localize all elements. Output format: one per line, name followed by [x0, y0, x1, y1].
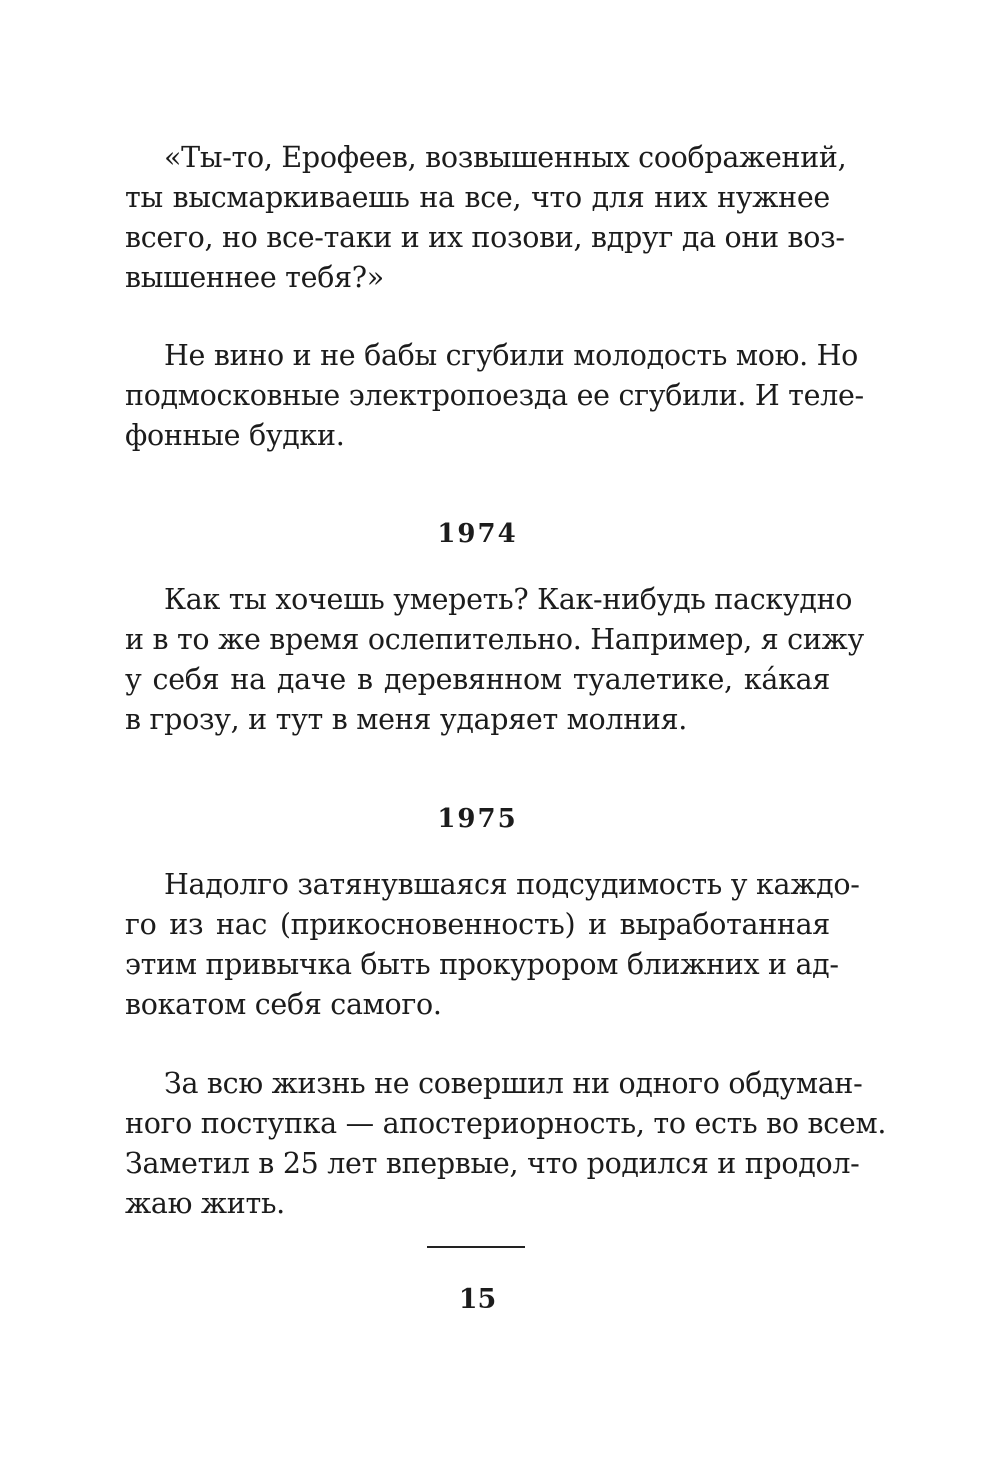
text-line: фонные будки.: [125, 419, 345, 452]
footer-rule: [427, 1246, 525, 1248]
text-line: в грозу, и тут в меня ударяет молния.: [125, 703, 688, 736]
text-line: всего, но все-таки и их позови, вдруг да они воз-: [125, 221, 845, 254]
text-line: Надолго затянувшаяся подсудимость у каждо-: [164, 868, 860, 901]
text-line: Как ты хочешь умереть? Как-нибудь паскудно: [164, 583, 853, 616]
text-line: Не вино и не бабы сгубили молодость мою. Но: [164, 339, 859, 372]
text-line: вокатом себя самого.: [125, 988, 442, 1021]
section-year-heading: 1975: [437, 804, 518, 834]
text-line: «Ты-то, Ерофеев, возвышенных соображений,: [164, 141, 847, 174]
text-line: этим привычка быть прокурором ближних и ад-: [125, 948, 839, 981]
section-year-heading: 1974: [437, 519, 518, 549]
text-line: подмосковные электропоезда ее сгубили. И теле-: [125, 379, 864, 412]
text-line: у себя на даче в деревянном туалетике, ка́кая: [125, 663, 830, 696]
page-number: 15: [458, 1284, 497, 1315]
text-line: За всю жизнь не совершил ни одного обдуман-: [164, 1067, 863, 1100]
text-line: ного поступка — апостериорность, то есть во всем.: [125, 1107, 887, 1140]
text-line: го из нас (прикосновенность) и выработанная: [125, 908, 830, 941]
text-line: и в то же время ослепительно. Например, я сижу: [125, 623, 864, 656]
text-line: вышеннее тебя?»: [125, 261, 384, 294]
text-line: ты высмаркиваешь на все, что для них нужнее: [125, 181, 830, 214]
text-line: жаю жить.: [125, 1187, 285, 1220]
text-line: Заметил в 25 лет впервые, что родился и продол-: [125, 1147, 860, 1180]
